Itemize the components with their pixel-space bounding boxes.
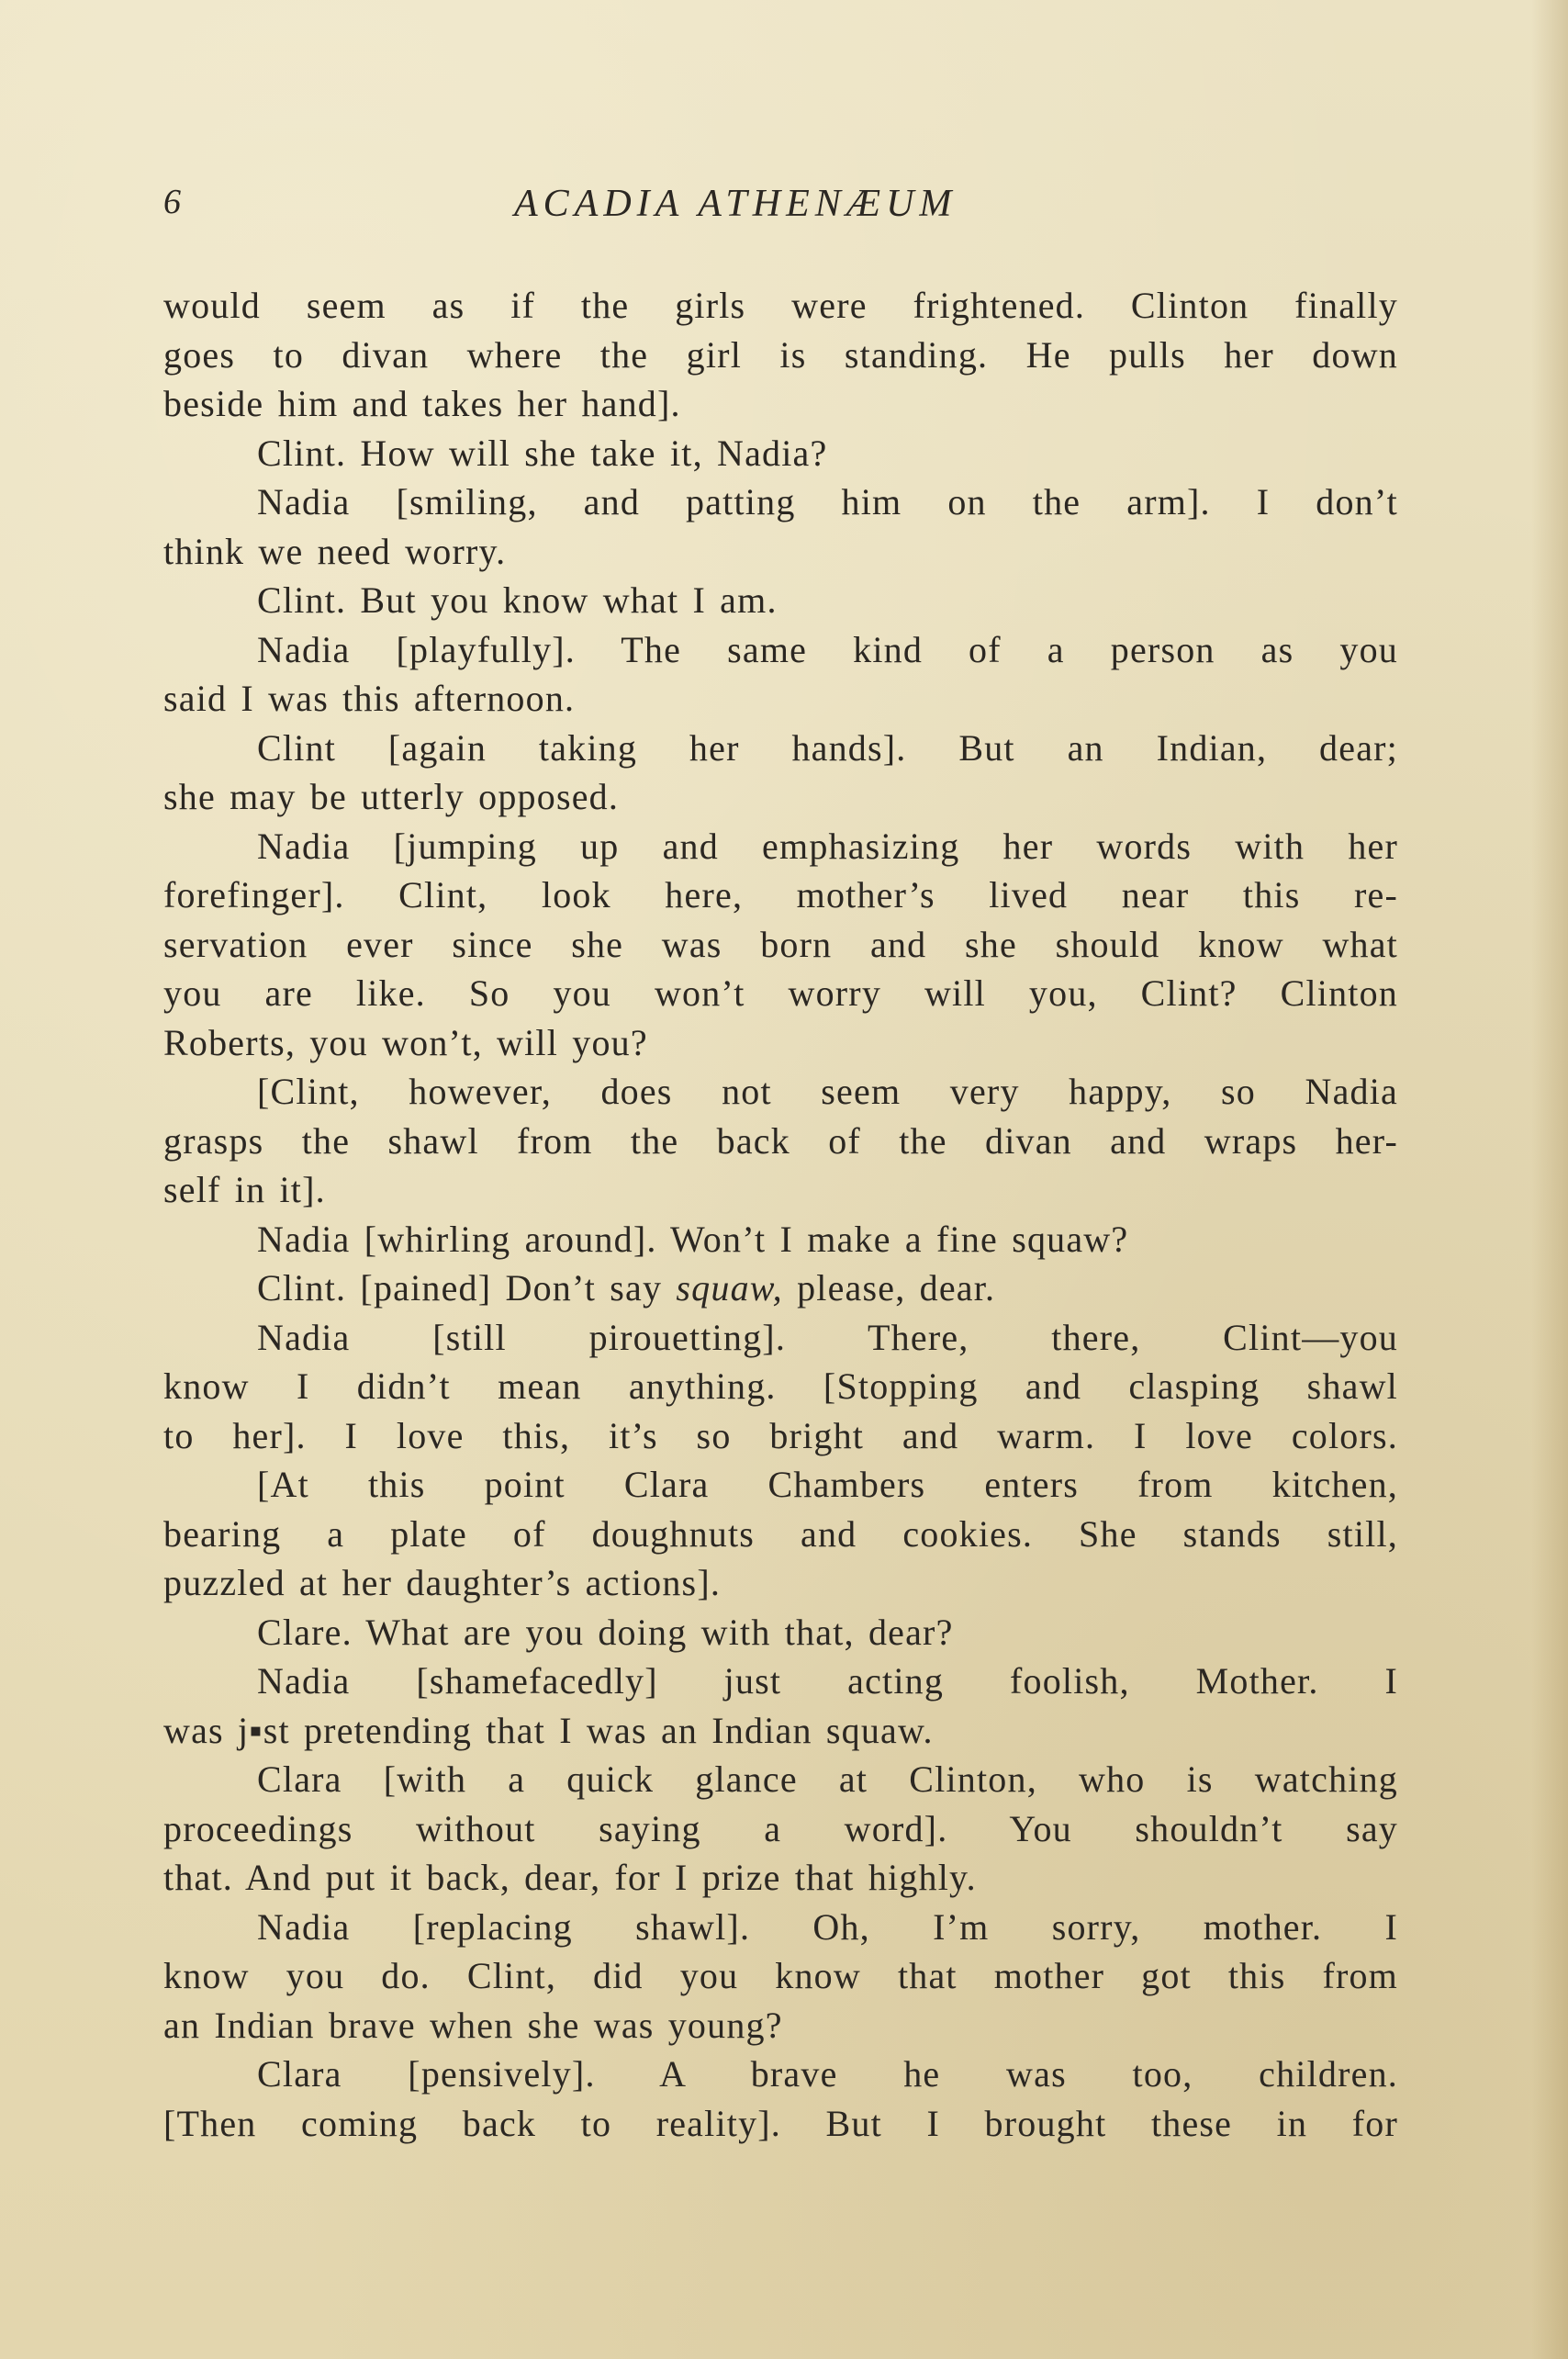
text-line: Clare. What are you doing with that, dear? <box>257 1611 954 1653</box>
text-line: grasps the shawl from the back of the divan and wraps her- <box>163 1119 1398 1162</box>
text-line: Nadia [playfully]. The same kind of a person as you <box>257 628 1398 670</box>
text-line: puzzled at her daughter’s actions]. <box>163 1562 722 1603</box>
text-line: Nadia [smiling, and patting him on the arm]. I don’t <box>257 481 1398 522</box>
page-edge-shading <box>1531 0 1568 2359</box>
text-line: would seem as if the girls were frightened. Clinton finally <box>163 285 1398 326</box>
text-line: Clara [with a quick glance at Clinton, who is watching <box>257 1758 1398 1800</box>
text-line: Nadia [jumping up and emphasizing her words with her <box>257 825 1398 867</box>
text-line: servation ever since she was born and she should know what <box>163 923 1398 965</box>
text-line: an Indian brave when she was young? <box>163 2004 783 2046</box>
line-segment: Clint. [pained] Don’t say <box>257 1267 677 1309</box>
text-line <box>163 1264 1398 1313</box>
text-line: [Then coming back to reality]. But I brought these in for <box>163 2102 1398 2144</box>
text-line: she may be utterly opposed. <box>163 776 620 817</box>
text-line: proceedings without saying a word]. You shouldn’t say <box>163 1807 1398 1849</box>
running-title: ACADIA ATHENÆUM <box>514 183 958 225</box>
text-line: you are like. So you won’t worry will you, Clint? Clinton <box>163 972 1398 1014</box>
text-line: Nadia [whirling around]. Won’t I make a fine squaw? <box>257 1218 1129 1260</box>
text-line: forefinger]. Clint, look here, mother’s lived near this re- <box>163 874 1398 916</box>
text-line: know I didn’t mean anything. [Stopping and clasping shawl <box>163 1365 1398 1407</box>
text-line: Clara [pensively]. A brave he was too, children. <box>257 2053 1398 2095</box>
text-line: [Clint, however, does not seem very happy, so Nadia <box>257 1071 1398 1112</box>
page-number: 6 <box>163 183 182 221</box>
text-line: was j▪st pretending that I was an Indian squaw. <box>163 1709 934 1751</box>
text-line: Nadia [still pirouetting]. There, there, Clint—you <box>257 1316 1398 1358</box>
text-line: that. And put it back, dear, for I prize that highly. <box>163 1857 977 1898</box>
text-line: to her]. I love this, it’s so bright and warm. I love colors. <box>163 1414 1398 1456</box>
text-line: Clint [again taking her hands]. But an Indian, dear; <box>257 726 1398 769</box>
text-line: Clint. But you know what I am. <box>257 579 778 621</box>
text-line: Roberts, you won’t, will you? <box>163 1021 648 1063</box>
text-line: bearing a plate of doughnuts and cookies. She stands still, <box>163 1512 1398 1555</box>
text-line: self in it]. <box>163 1169 326 1210</box>
text-line: think we need worry. <box>163 530 507 572</box>
text-line: know you do. Clint, did you know that mother got this from <box>163 1955 1398 1996</box>
text-line: Nadia [replacing shawl]. Oh, I’m sorry, mother. I <box>257 1905 1398 1948</box>
text-line: [At this point Clara Chambers enters from kitchen, <box>257 1464 1398 1505</box>
page-header <box>163 182 1398 237</box>
text-line: goes to divan where the girl is standing. He pulls her down <box>163 333 1398 376</box>
play-text <box>163 281 1398 2148</box>
text-line: Nadia [shamefacedly] just acting foolish, Mother. I <box>257 1660 1398 1702</box>
emphasized-word: squaw, <box>676 1267 783 1309</box>
text-line: said I was this afternoon. <box>163 678 576 719</box>
text-line: Clint. How will she take it, Nadia? <box>257 432 828 474</box>
text-line: beside him and takes her hand]. <box>163 383 681 424</box>
line-segment: please, dear. <box>782 1267 996 1309</box>
